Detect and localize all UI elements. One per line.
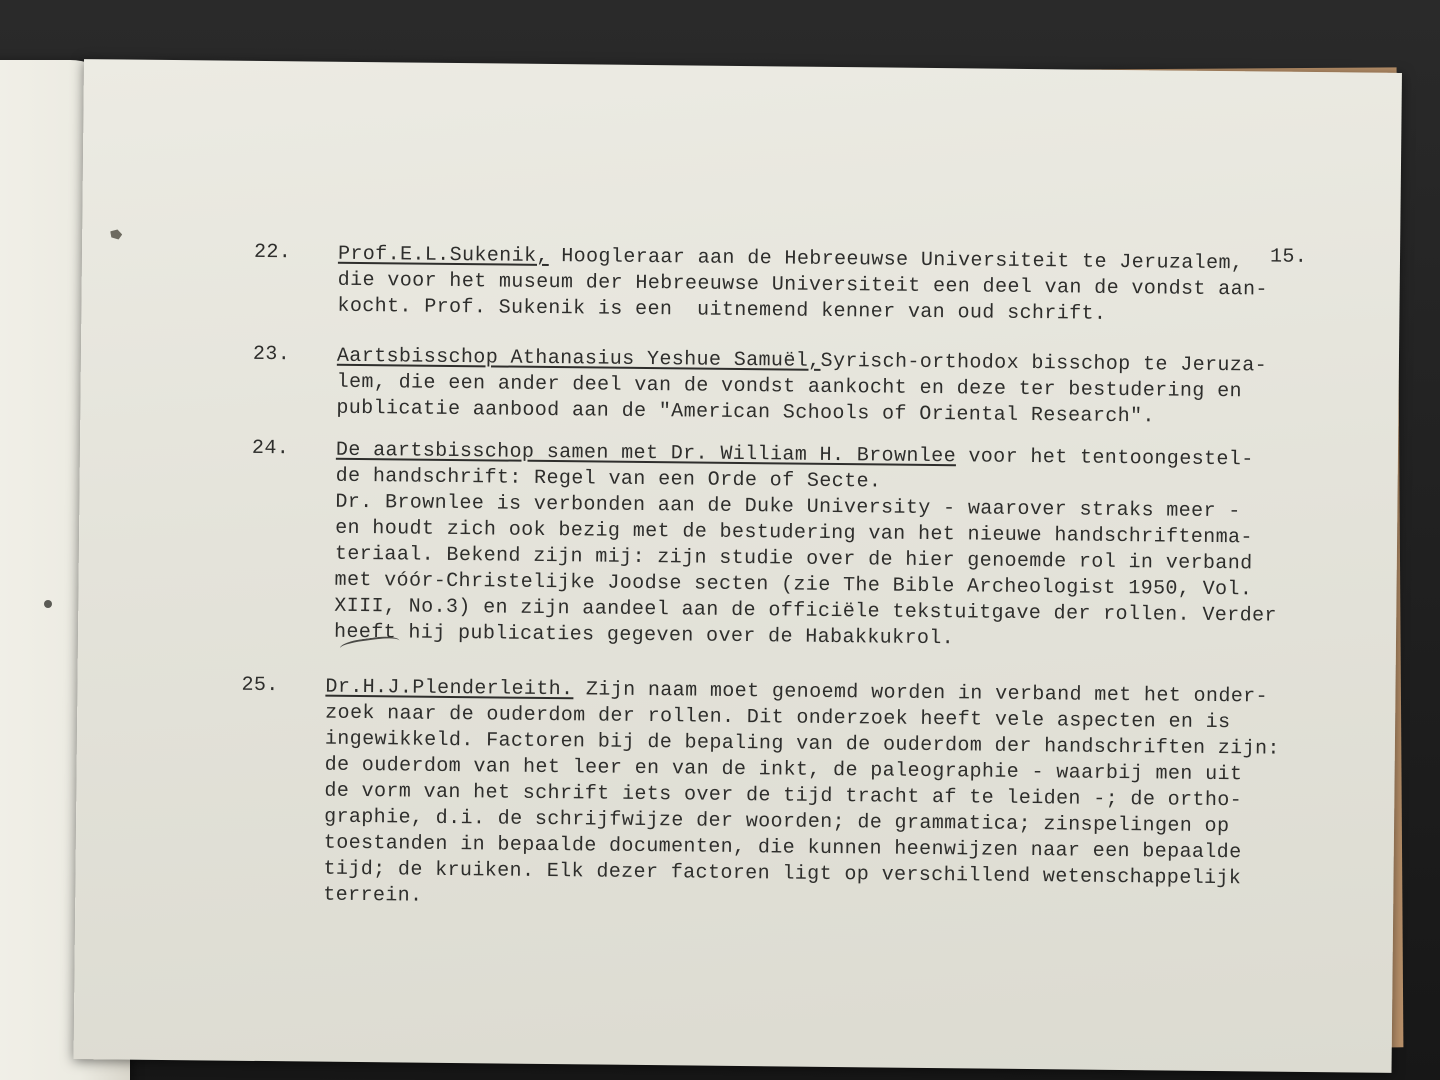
- entry-line: publicatie aanbood aan de "American Schools of Oriental Research".: [336, 396, 1156, 429]
- page-number: 15.: [1269, 245, 1308, 269]
- entry-line: XIII, No.3) en zijn aandeel aan de officiële tekstuitgave der rollen. Verder: [334, 594, 1277, 628]
- entry-line: lem, die een ander deel van de vondst aankocht en deze ter bestudering en: [336, 370, 1243, 404]
- entry-line: teriaal. Bekend zijn mij: zijn studie over de hier genoemde rol in verband: [334, 542, 1253, 576]
- line-text: Syrisch-orthodox bisschop te Jeruza-: [820, 349, 1268, 378]
- entry-line: zoek naar de ouderdom der rollen. Dit onderzoek heeft vele aspecten en is: [325, 701, 1231, 735]
- person-name: Prof.E.L.Sukenik,: [337, 242, 549, 268]
- person-name: Aartsbisschop Athanasius Yeshue Samuël,: [336, 344, 821, 373]
- entry-line: die voor het museum der Hebreeuwse Universiteit een deel van de vondst aan-: [337, 268, 1268, 302]
- entry-line: kocht. Prof. Sukenik is een uitnemend kenner van oud schrift.: [337, 294, 1107, 326]
- typed-page: [74, 59, 1402, 1073]
- entry-line: toestanden in bepaalde documenten, die kunnen heenwijzen naar een bepaalde: [323, 831, 1242, 865]
- entry-line: de vorm van het schrift iets over de tijd tracht af te leiden -; de ortho-: [324, 779, 1243, 813]
- entry-line: en houdt zich ook bezig met de bestudering van het nieuwe handschriftenma-: [335, 516, 1253, 550]
- entry-line: de ouderdom van het leer en van de inkt, de paleographie - waarbij men uit: [324, 753, 1243, 787]
- entry-line: terrein.: [323, 883, 423, 908]
- person-name: De aartsbisschop samen met Dr. William H. Brownlee: [335, 438, 957, 469]
- entry-line: de handschrift: Regel van een Orde of Secte.: [335, 464, 882, 494]
- entry-number: 25.: [241, 673, 279, 698]
- line-text: voor het tentoongestel-: [955, 445, 1254, 472]
- binding-hole: [44, 600, 52, 608]
- entry-body: [334, 438, 1336, 656]
- entry-body: [323, 675, 1325, 919]
- entry-number: 23.: [252, 342, 291, 367]
- person-name: Dr.H.J.Plenderleith.: [325, 675, 574, 702]
- entry-line: ingewikkeld. Factoren bij de bepaling van de ouderdom der handschriften zijn:: [324, 727, 1280, 761]
- entry-line: tijd; de kruiken. Elk dezer factoren ligt op verschillend wetenschappelijk: [323, 857, 1242, 891]
- entry-number: 22.: [253, 240, 292, 265]
- entry-line: graphie, d.i. de schrijfwijze der woorden; de grammatica; zinspelingen op: [323, 805, 1230, 839]
- line-text: Hoogleraar aan de Hebreeuwse Universiteit te Jeruzalem,: [548, 244, 1244, 276]
- entry-line: Dr. Brownlee is verbonden aan de Duke University - waarover straks meer -: [335, 490, 1241, 524]
- entry-body: [336, 344, 1337, 432]
- entry-body: [337, 242, 1338, 330]
- page-text: [74, 59, 1402, 1073]
- entry-number: 24.: [251, 436, 290, 461]
- entry-line: met vóór-Christelijke Joodse secten (zie The Bible Archeologist 1950, Vol.: [334, 568, 1253, 602]
- entry-line: heeft hij publicaties gegeven over de Habakkukrol.: [333, 620, 955, 651]
- line-text: Zijn naam moet genoemd worden in verband met het onder-: [573, 678, 1269, 709]
